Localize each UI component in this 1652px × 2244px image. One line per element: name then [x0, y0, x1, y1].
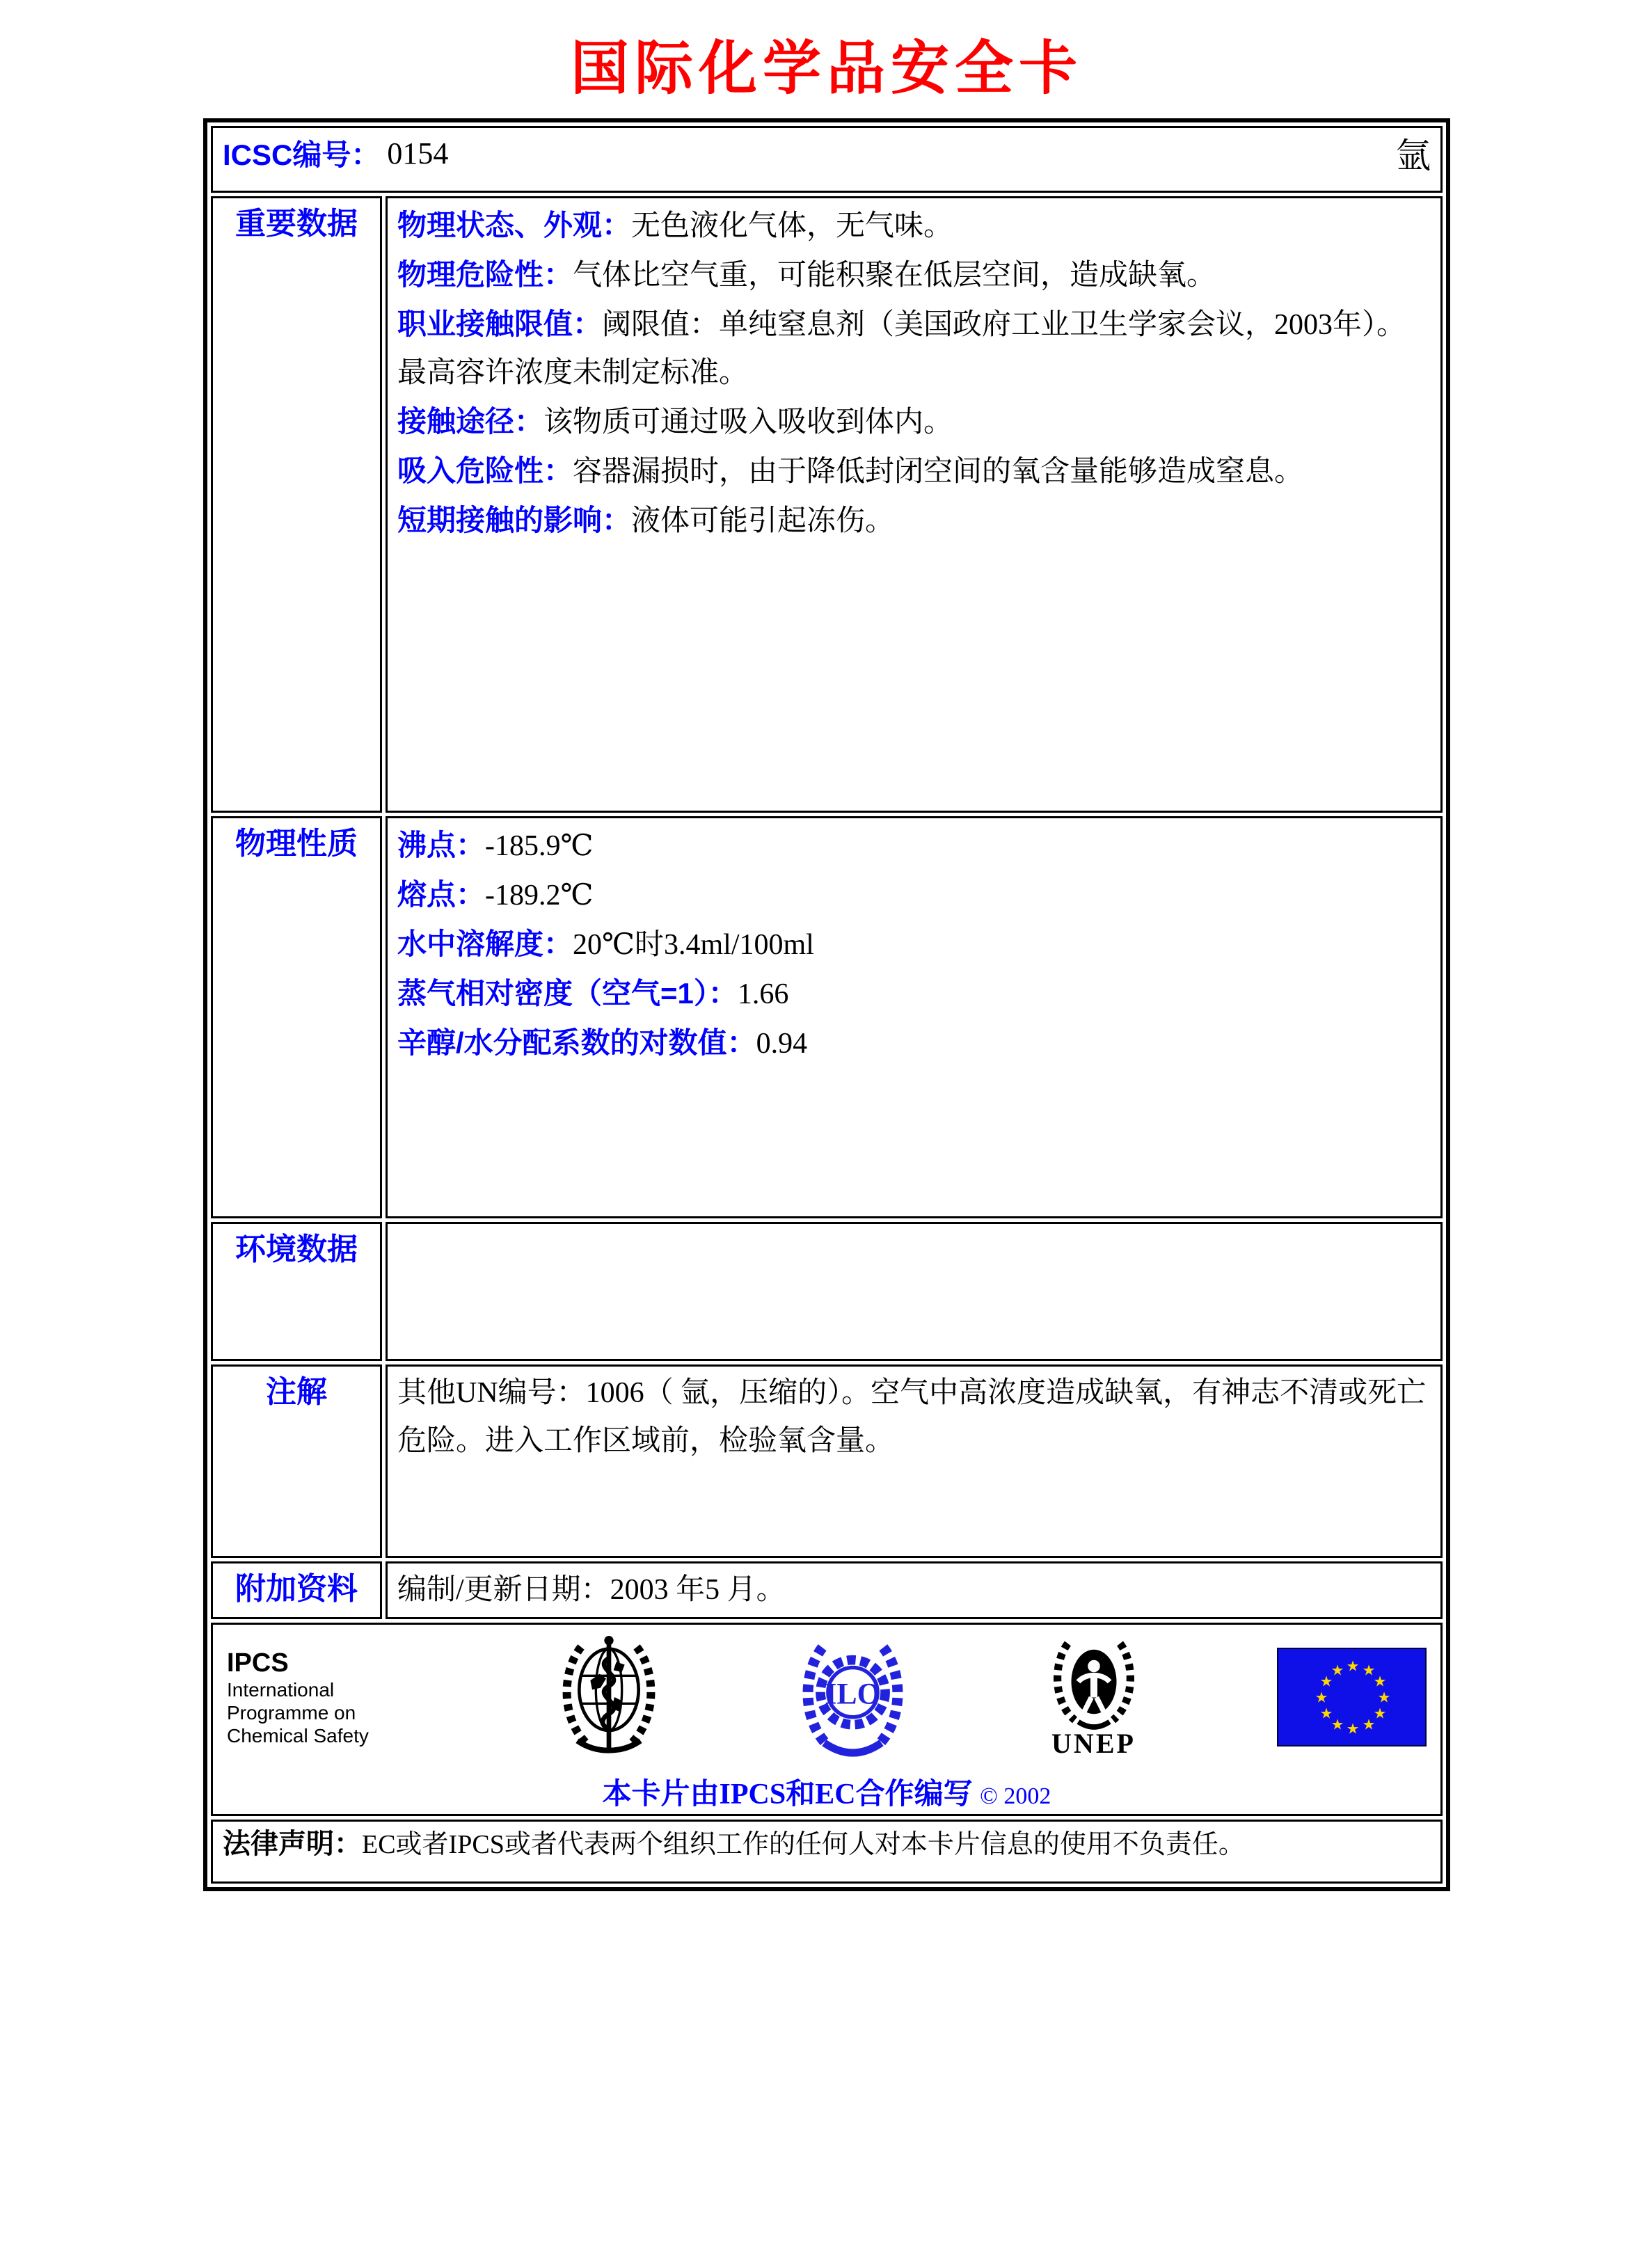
field-value: 阈限值：单纯窒息剂（美国政府工业卫生学家会议，2003年）。最高容许浓度未制定标准。 — [397, 309, 1406, 390]
field-label: 蒸气相对密度（空气=1）： — [397, 977, 738, 1010]
logo-strip — [224, 1629, 1429, 1765]
ilo-emblem-icon — [795, 1635, 910, 1759]
eu-star-icon: ★ — [1362, 1716, 1376, 1733]
data-line-update-date: 编制/更新日期：2003 年5 月。 — [397, 1574, 786, 1607]
section-label-important-data — [211, 196, 382, 813]
data-line-exposure-route — [397, 397, 1431, 447]
data-line-inhalation-risk — [397, 447, 1431, 496]
footer-row — [211, 1623, 1443, 1816]
field-label: 接触途径： — [397, 405, 544, 438]
who-logo — [553, 1632, 665, 1762]
copyright: © 2002 — [980, 1783, 1051, 1810]
section-label-physical-properties — [211, 816, 382, 1218]
ipcs-subtitle-line: International — [227, 1678, 335, 1701]
eu-star-icon: ★ — [1346, 1720, 1360, 1737]
legal-text: EC或者IPCS或者代表两个组织工作的任何人对本卡片信息的使用不负责任。 — [362, 1830, 1245, 1860]
section-row-physical-properties — [211, 816, 1443, 1218]
ilo-monogram: ILO — [825, 1677, 881, 1711]
section-content-important-data — [386, 196, 1443, 813]
section-label-text: 重要数据 — [235, 207, 358, 241]
section-label-text: 附加资料 — [235, 1572, 358, 1607]
eu-star-icon: ★ — [1362, 1662, 1376, 1679]
ipcs-heading — [227, 1648, 422, 1747]
field-value: 容器漏损时，由于降低封闭空间的氧含量能够造成窒息。 — [573, 456, 1304, 488]
icsc-header-cell — [211, 126, 1443, 193]
ilo-logo — [795, 1635, 910, 1759]
ipcs-subtitle-line: Chemical Safety — [227, 1724, 369, 1746]
ipcs-title: IPCS — [227, 1648, 289, 1678]
ipcs-subtitle-line: Programme on — [227, 1701, 356, 1724]
data-line-physical-danger — [397, 250, 1431, 300]
eu-star-icon: ★ — [1319, 1673, 1333, 1690]
data-line-vapor-density — [397, 969, 1431, 1019]
section-label-text: 注解 — [266, 1375, 327, 1410]
data-line-water-solubility — [397, 920, 1431, 969]
section-label-environmental-data — [211, 1222, 382, 1361]
section-label-additional-info — [211, 1561, 382, 1619]
legal-row — [211, 1820, 1443, 1884]
field-label: 熔点： — [397, 878, 486, 912]
section-label-text: 物理性质 — [235, 827, 358, 861]
icsc-number-label: ICSC编号： — [223, 138, 381, 172]
eu-star-icon: ★ — [1331, 1662, 1344, 1679]
data-line-exposure-limit — [397, 300, 1431, 397]
unep-logo — [1042, 1637, 1146, 1758]
section-content-physical-properties — [386, 816, 1443, 1218]
eu-star-icon: ★ — [1315, 1689, 1328, 1706]
section-row-environmental-data — [211, 1222, 1443, 1361]
field-value: -185.9℃ — [485, 830, 594, 863]
field-value: 液体可能引起冻伤。 — [631, 505, 895, 538]
field-value: 20℃时3.4ml/100ml — [573, 929, 814, 962]
page-title: 国际化学品安全卡 — [570, 33, 1083, 102]
unep-label: UNEP — [1051, 1728, 1136, 1760]
data-line-physical-state — [397, 201, 1431, 250]
section-row-notes — [211, 1364, 1443, 1558]
icsc-header-row — [211, 126, 1443, 193]
field-label: 物理状态、外观： — [397, 209, 632, 242]
section-content-notes — [386, 1364, 1443, 1558]
icsc-header-content — [223, 128, 1431, 178]
chemical-name: 氩 — [1396, 136, 1431, 176]
eu-star-icon: ★ — [1346, 1657, 1360, 1675]
who-emblem-icon — [553, 1632, 665, 1762]
section-label-text: 环境数据 — [235, 1232, 358, 1267]
data-line-octanol-water — [397, 1019, 1431, 1068]
section-row-additional-info — [211, 1561, 1443, 1619]
eu-star-icon: ★ — [1373, 1673, 1387, 1690]
field-value: 该物质可通过吸入吸收到体内。 — [543, 406, 953, 439]
legal-label: 法律声明： — [223, 1829, 362, 1860]
field-value: -189.2℃ — [485, 880, 594, 912]
data-line-boiling-point — [397, 821, 1431, 870]
eu-star-icon: ★ — [1377, 1689, 1391, 1706]
data-line-short-term-effects — [397, 496, 1431, 546]
field-value: 无色液化气体，无气味。 — [631, 210, 953, 243]
footer-cell — [211, 1623, 1443, 1816]
field-label: 吸入危险性： — [397, 454, 573, 488]
field-label: 辛醇/水分配系数的对数值： — [397, 1026, 756, 1060]
credit-line — [224, 1771, 1429, 1813]
unep-emblem-icon — [1042, 1637, 1146, 1734]
icsc-number-group — [223, 132, 448, 174]
eu-star-icon: ★ — [1373, 1705, 1387, 1722]
section-row-important-data — [211, 196, 1443, 813]
section-content-additional-info — [386, 1561, 1443, 1619]
field-value: 0.94 — [756, 1028, 808, 1060]
field-label: 职业接触限值： — [397, 308, 603, 341]
field-label: 沸点： — [397, 829, 486, 862]
field-value: 气体比空气重，可能积聚在低层空间，造成缺氧。 — [573, 260, 1216, 292]
eu-star-icon: ★ — [1319, 1705, 1333, 1722]
page — [203, 33, 1450, 1891]
credit-text: 本卡片由IPCS和EC合作编写 — [602, 1779, 973, 1811]
icsc-number-value: 0154 — [387, 136, 449, 170]
icsc-card — [203, 118, 1450, 1891]
field-label: 物理危险性： — [397, 258, 573, 292]
eu-flag — [1277, 1648, 1427, 1746]
eu-star-icon: ★ — [1331, 1716, 1344, 1733]
legal-cell — [211, 1820, 1443, 1884]
field-label: 短期接触的影响： — [397, 504, 632, 537]
field-label: 水中溶解度： — [397, 928, 573, 961]
section-label-notes — [211, 1364, 382, 1558]
data-line-melting-point — [397, 870, 1431, 920]
section-content-environmental-data — [386, 1222, 1443, 1361]
data-line-notes: 其他UN编号：1006（ 氩，压缩的）。空气中高浓度造成缺氧，有神志不清或死亡危险。进入工作区域前，检验氧含量。 — [397, 1377, 1427, 1458]
card-table — [207, 122, 1446, 1887]
field-value: 1.66 — [737, 978, 789, 1011]
